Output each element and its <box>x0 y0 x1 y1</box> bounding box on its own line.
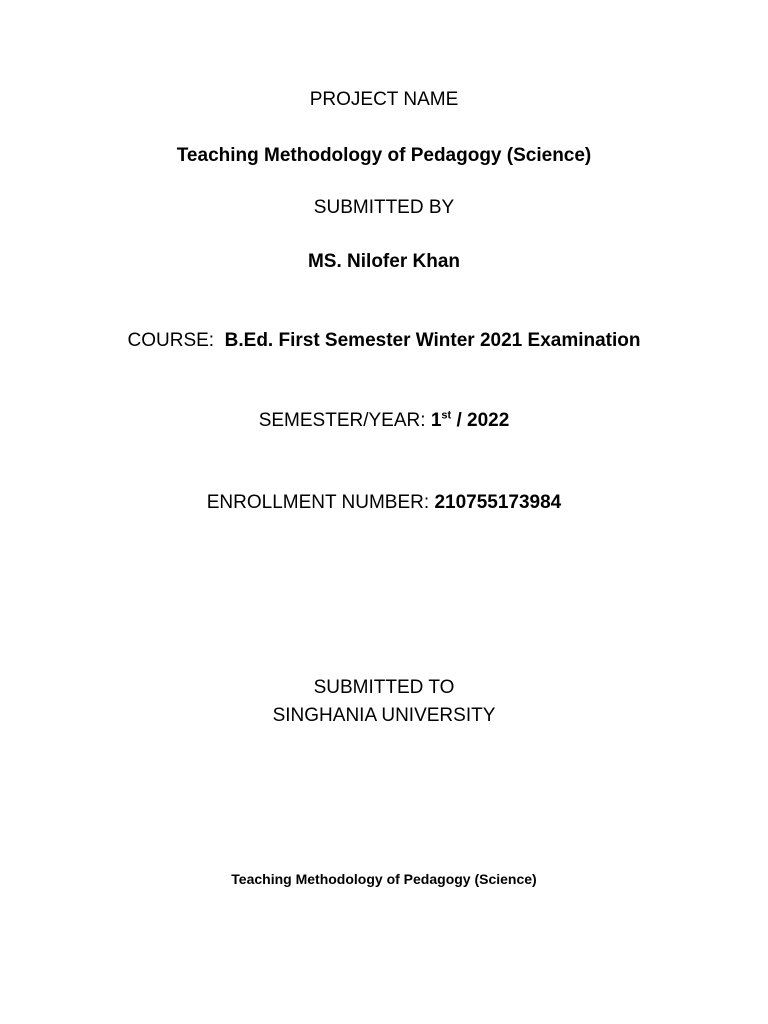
university-name: SINGHANIA UNIVERSITY <box>272 705 496 726</box>
course-label: COURSE: <box>127 330 215 351</box>
semester-number <box>431 410 451 431</box>
semester-number-suffix: st <box>441 409 452 422</box>
course-line <box>0 329 768 353</box>
submitted-by-label: SUBMITTED BY <box>313 197 455 218</box>
project-title: Teaching Methodology of Pedagogy (Science) <box>176 145 592 166</box>
student-name: MS. Nilofer Khan <box>307 251 460 272</box>
enrollment-value: 210755173984 <box>434 492 562 513</box>
enrollment-line <box>0 491 768 515</box>
footer-title: Teaching Methodology of Pedagogy (Science) <box>231 871 537 887</box>
submitted-to-label: SUBMITTED TO <box>313 677 455 698</box>
course-value: B.Ed. First Semester Winter 2021 Examination <box>224 330 641 351</box>
semester-line <box>0 409 768 433</box>
semester-label: SEMESTER/YEAR: <box>258 410 426 431</box>
project-name-label: PROJECT NAME <box>309 89 459 110</box>
semester-number-digit: 1 <box>430 410 442 431</box>
semester-year: / 2022 <box>456 410 510 431</box>
enrollment-label: ENROLLMENT NUMBER: <box>206 492 430 513</box>
